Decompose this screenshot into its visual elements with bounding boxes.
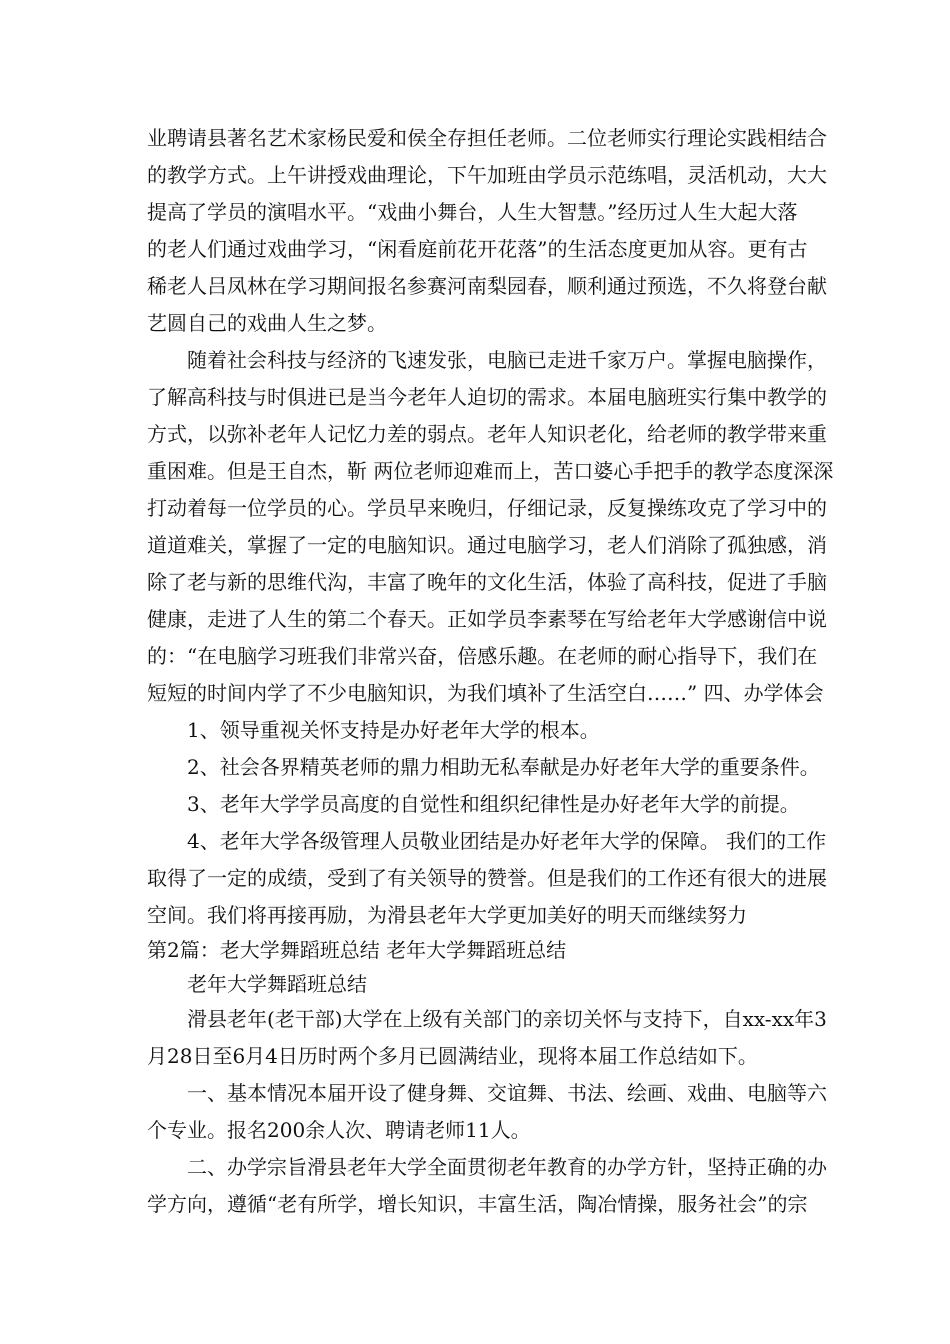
paragraph-start: 一、基本情况本届开设了健身舞、交谊舞、书法、绘画、戏曲、电脑等六 — [187, 1081, 827, 1105]
paragraph-start: 随着社会科技与经济的飞速发张，电脑已走进千家万户。掌握电脑操作， — [187, 348, 827, 372]
section-title: 老年大学舞蹈班总结 — [187, 972, 367, 996]
text-line: 提高了学员的演唱水平。“戏曲小舞台，人生大智慧。”经历过人生大起大落 — [147, 200, 798, 224]
list-item: 1、领导重视关怀支持是办好老年大学的根本。 — [187, 718, 600, 742]
text-line: 道道难关，掌握了一定的电脑知识。通过电脑学习，老人们消除了孤独感，消 — [147, 533, 827, 557]
text-line: 艺圆自己的戏曲人生之梦。 — [147, 311, 387, 335]
text-line: 的：“在电脑学习班我们非常兴奋，倍感乐趣。在老师的耐心指导下，我们在 — [147, 644, 818, 668]
text-line: 了解高科技与时俱进已是当今老年人迫切的需求。本届电脑班实行集中教学的 — [147, 385, 827, 409]
text-line: 打动着每一位学员的心。学员早来晚归，仔细记录，反复操练攻克了学习中的 — [147, 496, 827, 520]
text-line: 稀老人吕凤林在学习期间报名参赛河南梨园春，顺利通过预选，不久将登台献 — [147, 274, 827, 298]
text-line: 业聘请县著名艺术家杨民爱和侯全存担任老师。二位老师实行理论实践相结合 — [147, 126, 827, 150]
list-item: 2、社会各界精英老师的鼎力相助无私奉献是办好老年大学的重要条件。 — [187, 755, 820, 779]
list-item: 4、老年大学各级管理人员敬业团结是办好老年大学的保障。 我们的工作 — [187, 829, 827, 853]
text-line: 健康，走进了人生的第二个春天。正如学员李素琴在写给老年大学感谢信中说 — [147, 607, 827, 631]
text-line: 除了老与新的思维代沟，丰富了晚年的文化生活，体验了高科技，促进了手脑 — [147, 570, 827, 594]
section-heading: 第2篇：老大学舞蹈班总结 老年大学舞蹈班总结 — [147, 938, 567, 962]
paragraph-start: 滑县老年(老干部)大学在上级有关部门的亲切关怀与支持下，自xx-xx年3 — [187, 1007, 827, 1031]
list-item: 3、老年大学学员高度的自觉性和组织纪律性是办好老年大学的前提。 — [187, 792, 800, 816]
text-line: 取得了一定的成绩，受到了有关领导的赞誉。但是我们的工作还有很大的进展 — [147, 866, 827, 890]
text-line: 学方向，遵循“老有所学，增长知识，丰富生活，陶冶情操，服务社会”的宗 — [147, 1192, 808, 1216]
text-line: 月28日至6月4日历时两个多月已圆满结业，现将本届工作总结如下。 — [147, 1044, 758, 1068]
paragraph-start: 二、办学宗旨滑县老年大学全面贯彻老年教育的办学方针，坚持正确的办 — [187, 1155, 827, 1179]
text-line: 方式，以弥补老年人记忆力差的弱点。老年人知识老化，给老师的教学带来重 — [147, 422, 827, 446]
text-line: 的老人们通过戏曲学习，“闲看庭前花开花落”的生活态度更加从容。更有古 — [147, 237, 808, 261]
text-line: 的教学方式。上午讲授戏曲理论，下午加班由学员示范练唱，灵活机动，大大 — [147, 163, 827, 187]
text-line: 空间。我们将再接再励，为滑县老年大学更加美好的明天而继续努力 — [147, 903, 747, 927]
text-line: 短短的时间内学了不少电脑知识，为我们填补了生活空白……” 四、办学体会 — [147, 681, 824, 705]
text-line: 重困难。但是王自杰，靳 两位老师迎难而上，苦口婆心手把手的教学态度深深 — [147, 459, 834, 483]
text-line: 个专业。报名200余人次、聘请老师11人。 — [147, 1118, 531, 1142]
